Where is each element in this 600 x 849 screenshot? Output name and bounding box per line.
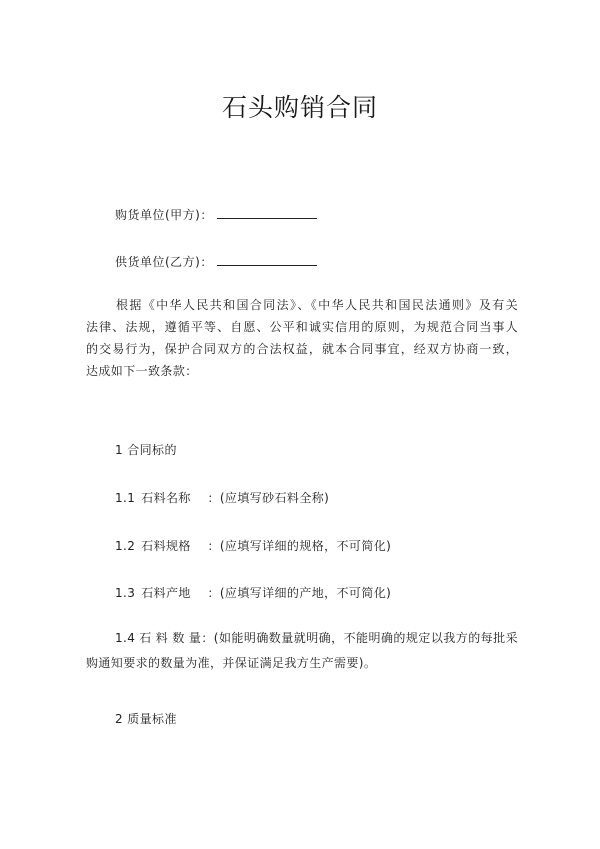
clause-description: ：(应填写详细的规格，不可简化) bbox=[207, 539, 392, 553]
clause-1-4-line-1 bbox=[86, 626, 518, 651]
clause-1-1 bbox=[115, 489, 329, 506]
clause-description: ：(如能明确数量就明确，不能明确的规定以我方的每批采 bbox=[201, 631, 518, 645]
clause-number: 1.3 bbox=[115, 586, 136, 600]
seller-blank bbox=[217, 253, 317, 266]
clause-name: 石料名称 bbox=[141, 491, 191, 505]
clause-description: ：(应填写砂石料全称) bbox=[207, 491, 330, 505]
clause-1-4-line-2: 购通知要求的数量为准，并保证满足我方生产需要)。 bbox=[86, 656, 377, 670]
clause-name: 石料数量 bbox=[139, 631, 202, 645]
intro-line: 法律、法规，遵循平等、自愿、公平和诚实信用的原则，为规范合同当事人 bbox=[86, 320, 518, 334]
clause-1-3 bbox=[115, 584, 391, 601]
clause-description: ：(应填写详细的产地，不可简化) bbox=[207, 586, 392, 600]
clause-name: 石料产地 bbox=[141, 586, 191, 600]
clause-1-2 bbox=[115, 537, 391, 554]
section-1-heading: 1 合同标的 bbox=[115, 443, 177, 457]
intro-line: 的交易行为，保护合同双方的合法权益，就本合同事宜，经双方协商一致， bbox=[86, 342, 518, 356]
intro-line: 达成如下一致条款： bbox=[86, 364, 198, 378]
clause-number: 1.1 bbox=[115, 491, 136, 505]
document-title: 石头购销合同 bbox=[221, 93, 378, 122]
clause-number: 1.4 bbox=[115, 631, 136, 645]
buyer-label: 购货单位(甲方)： bbox=[115, 208, 213, 222]
section-2-heading: 2 质量标准 bbox=[115, 712, 177, 726]
buyer-line bbox=[115, 206, 317, 223]
intro-paragraph bbox=[86, 294, 518, 382]
seller-line bbox=[115, 253, 317, 270]
clause-number: 1.2 bbox=[115, 539, 136, 553]
buyer-blank bbox=[217, 206, 317, 219]
seller-label: 供货单位(乙方)： bbox=[115, 255, 213, 269]
clause-name: 石料规格 bbox=[141, 539, 191, 553]
clause-1-4 bbox=[86, 626, 518, 676]
intro-line: 根据《中华人民共和国合同法》、《中华人民共和国民法通则》及有关 bbox=[116, 298, 518, 312]
